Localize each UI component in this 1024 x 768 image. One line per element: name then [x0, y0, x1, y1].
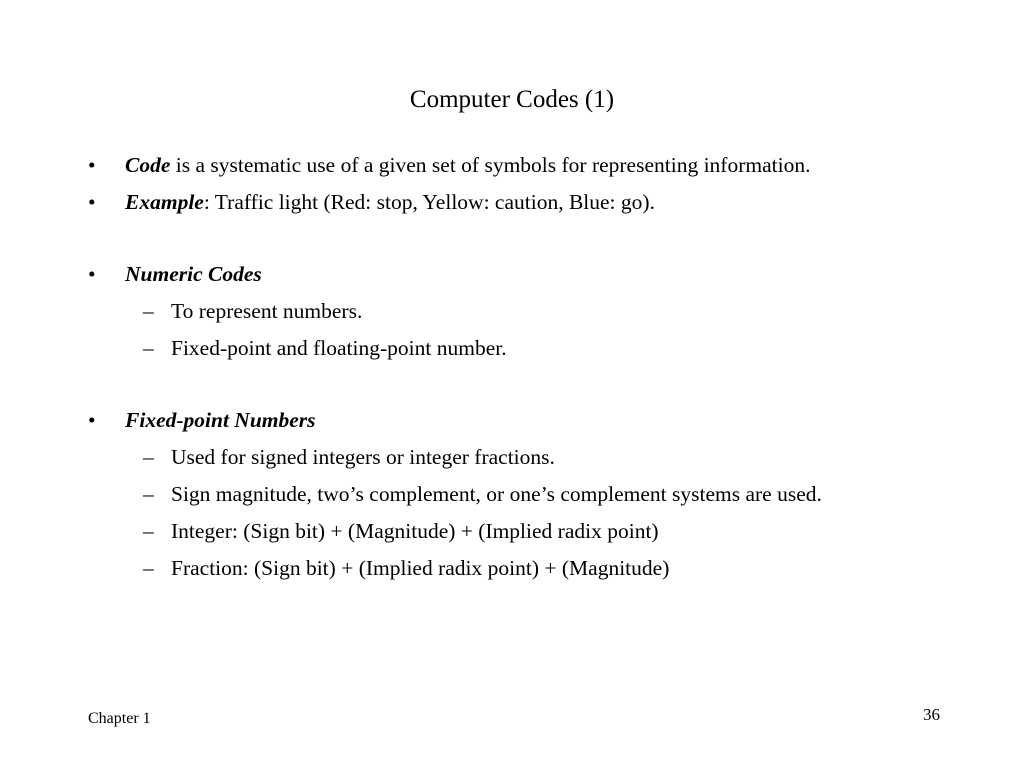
bullet-marker: • — [88, 153, 96, 177]
sub-bullet-text: Integer: (Sign bit) + (Magnitude) + (Implied radix point) — [171, 519, 659, 543]
term-fixed-point-numbers: Fixed-point Numbers — [125, 408, 316, 432]
page-number: 36 — [923, 705, 940, 724]
sub-bullet-text: To represent numbers. — [171, 299, 363, 323]
sub-bullet — [88, 516, 908, 546]
slide-body — [88, 150, 908, 590]
bullet-marker: • — [88, 190, 96, 214]
sub-bullet-text: Fixed-point and floating-point number. — [171, 336, 507, 360]
sub-marker: – — [143, 336, 154, 360]
sub-marker: – — [143, 482, 154, 506]
sub-marker: – — [143, 445, 154, 469]
footer-chapter: Chapter 1 — [88, 710, 151, 727]
sub-marker: – — [143, 299, 154, 323]
sub-bullet — [88, 333, 908, 363]
bullet-marker: • — [88, 408, 96, 432]
term-numeric-codes: Numeric Codes — [125, 262, 262, 286]
sub-bullet — [88, 442, 908, 472]
spacer — [88, 224, 908, 259]
sub-bullet-text: Used for signed integers or integer fractions. — [171, 445, 555, 469]
bullet-text: is a systematic use of a given set of symbols for representing information. — [170, 153, 811, 177]
bullet-code — [88, 150, 908, 180]
bullet-fixed-point-numbers — [88, 405, 908, 435]
spacer — [88, 370, 908, 405]
sub-bullet — [88, 479, 908, 509]
sub-marker: – — [143, 556, 154, 580]
bullet-marker: • — [88, 262, 96, 286]
slide-title: Computer Codes (1) — [409, 86, 615, 113]
term-code: Code — [125, 153, 171, 177]
sub-marker: – — [143, 519, 154, 543]
bullet-numeric-codes — [88, 259, 908, 289]
sub-bullet-text: Fraction: (Sign bit) + (Implied radix point) + (Magnitude) — [171, 556, 670, 580]
sub-bullet — [88, 296, 908, 326]
bullet-example — [88, 187, 908, 217]
sub-bullet — [88, 553, 908, 583]
bullet-text: : Traffic light (Red: stop, Yellow: caution, Blue: go). — [203, 190, 655, 214]
sub-bullet-text: Sign magnitude, two’s complement, or one’s complement systems are used. — [171, 482, 822, 506]
term-example: Example — [125, 190, 204, 214]
